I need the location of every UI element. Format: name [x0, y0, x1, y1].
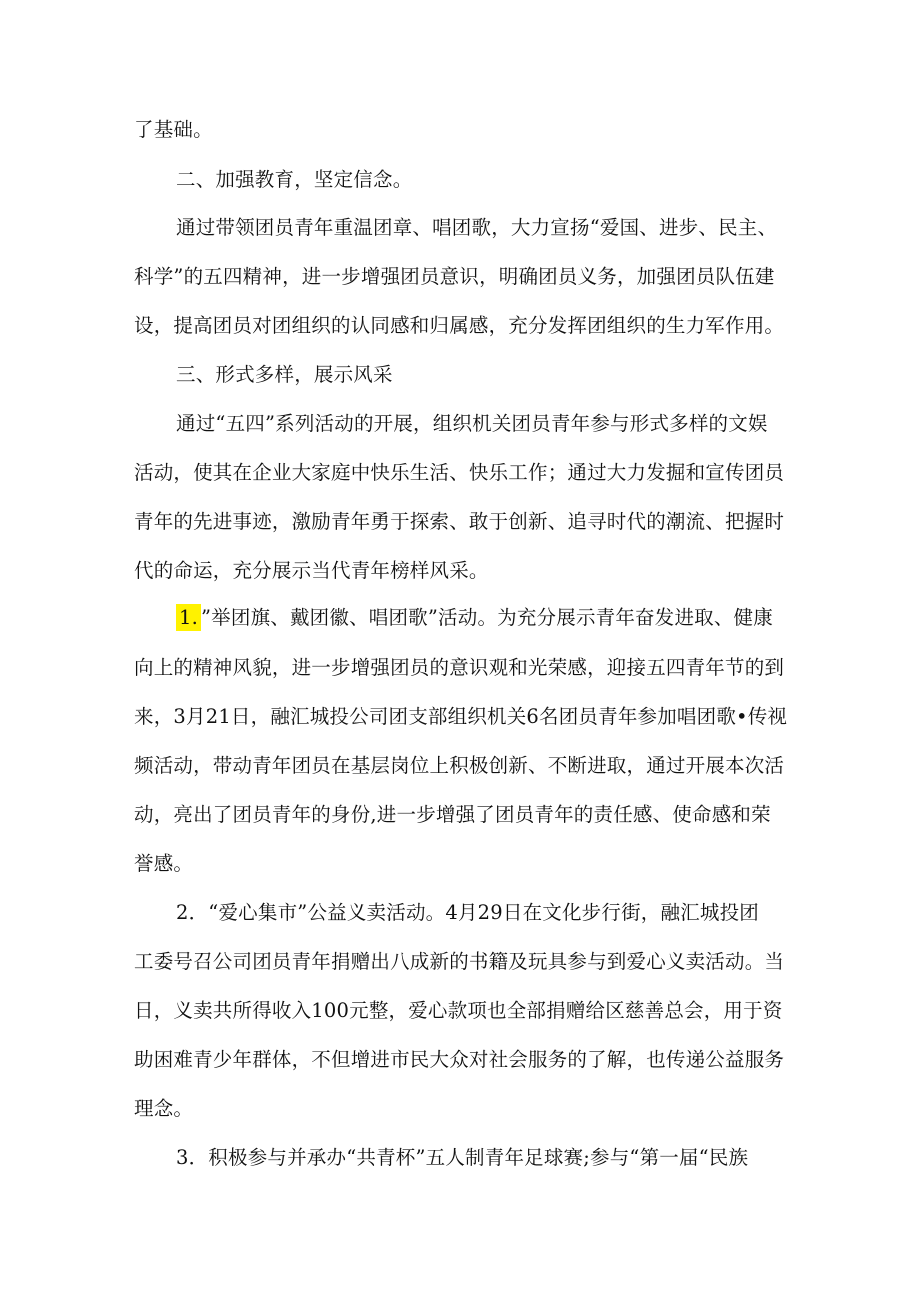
text-line: [0, 604, 920, 632]
section-heading: 二、加强教育，坚定信念。: [176, 168, 413, 191]
text-line: 工委号召公司团员青年捐赠出八成新的书籍及玩具参与到爱心义卖活动。当: [134, 950, 785, 973]
text-line: 通过“五四”系列活动的开展，组织机关团员青年参与形式多样的文娱: [176, 412, 768, 435]
text-line: 2．“爱心集市”公益义卖活动。4月29日在文化步行街，融汇城投团: [176, 901, 759, 924]
text-line: 频活动，带动青年团员在基层岗位上积极创新、不断进取，通过开展本次活: [134, 754, 785, 777]
text-line: 誉感。: [134, 852, 194, 875]
text-line: 青年的先进事迹，激励青年勇于探索、敢于创新、追寻时代的潮流、把握时: [134, 510, 785, 533]
list-item-text: ”举团旗、戴团徽、唱团歌”活动。为充分展示青年奋发进取、健康: [201, 606, 773, 629]
text-line: 动，亮出了团员青年的身份,进一步增强了团员青年的责任感、使命感和荣: [134, 803, 771, 826]
text-line: 活动，使其在企业大家庭中快乐生活、快乐工作；通过大力发掘和宣传团员: [134, 461, 785, 484]
highlighted-list-number: 1.: [176, 604, 201, 631]
text-line: 来，3月21日，融汇城投公司团支部组织机关6名团员青年参加唱团歌•传视: [134, 705, 788, 728]
text-line: 理念。: [134, 1097, 194, 1120]
text-line: 助困难青少年群体，不但增进市民大众对社会服务的了解，也传递公益服务: [134, 1048, 785, 1071]
text-line: 了基础。: [134, 118, 213, 141]
text-line: 设，提高团员对团组织的认同感和归属感，充分发挥团组织的生力军作用。: [134, 314, 785, 337]
text-line: 代的命运，充分展示当代青年榜样风采。: [134, 559, 489, 582]
section-heading: 三、形式多样，展示风采: [176, 363, 393, 386]
text-line: 科学”的五四精神，进一步增强团员意识，明确团员义务，加强团员队伍建: [134, 265, 775, 288]
text-line: 向上的精神风貌，进一步增强团员的意识观和光荣感，迎接五四青年节的到: [134, 656, 785, 679]
text-line: 日，义卖共所得收入100元整，爱心款项也全部捐赠给区慈善总会，用于资: [134, 999, 783, 1022]
text-line: 通过带领团员青年重温团章、唱团歌，大力宣扬“爱国、进步、民主、: [176, 216, 778, 239]
text-line: 3．积极参与并承办“共青杯”五人制青年足球赛;参与“第一届“民族: [176, 1146, 749, 1169]
